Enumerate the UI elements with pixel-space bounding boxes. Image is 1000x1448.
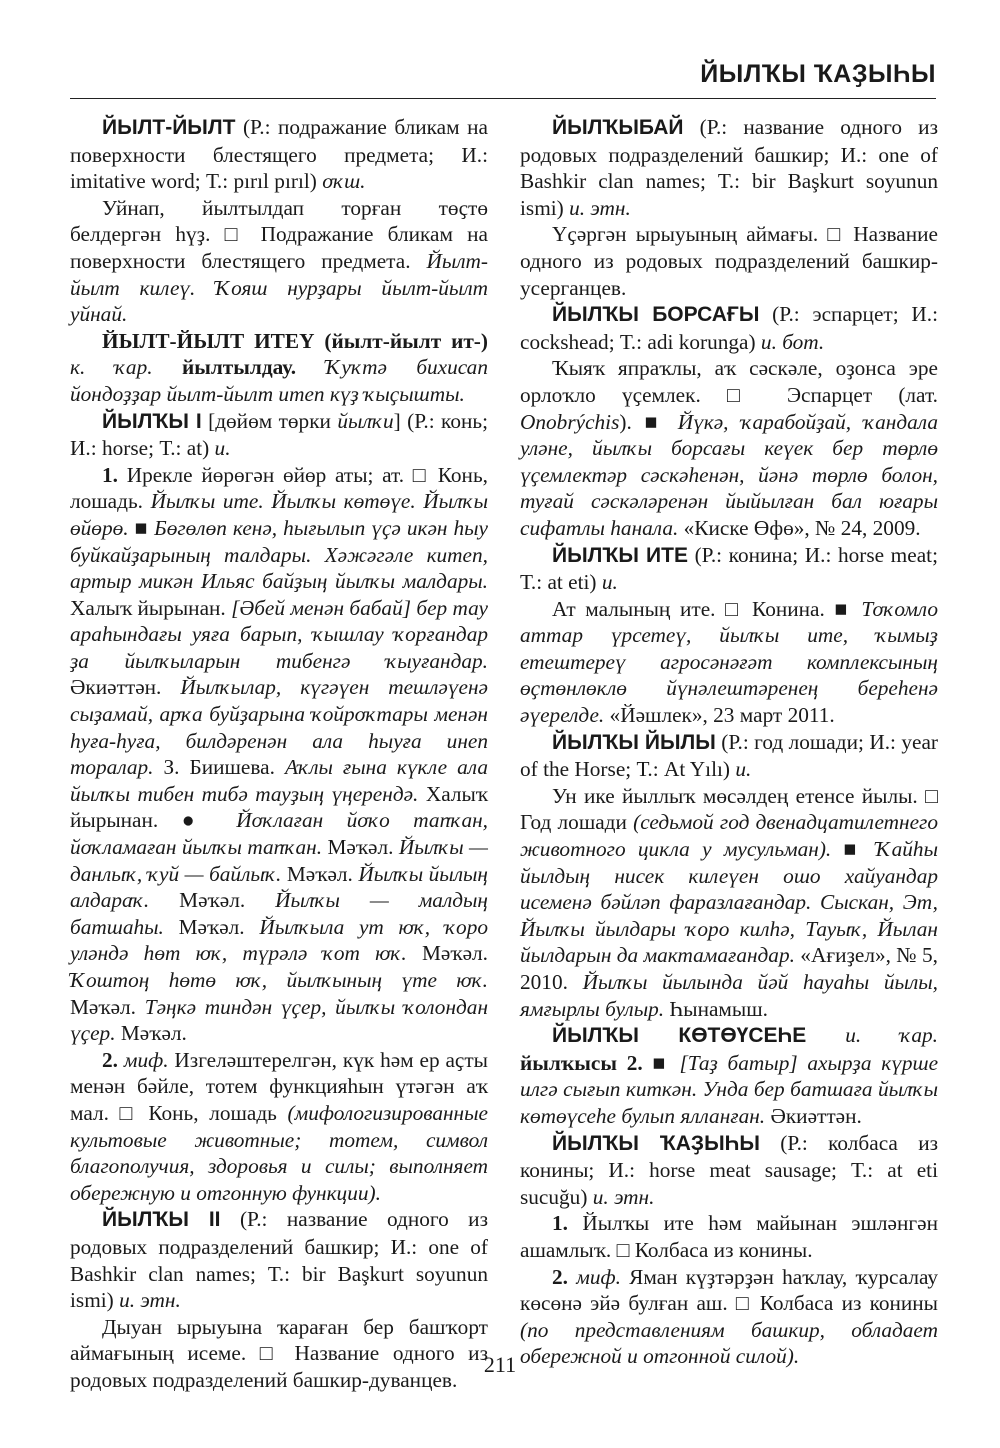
page-number: 211 — [483, 1352, 517, 1377]
headword: ЙЫЛҠЫ ҠАҘЫҺЫ — [552, 1131, 760, 1155]
entry-yilki-2 — [70, 1206, 488, 1313]
header-rule — [70, 98, 936, 99]
definition: Үҫәргән ырыуының аймағы. □ Название одного из родовых подразделений башкир-усерганцев. — [520, 222, 938, 300]
gloss-note: (по представлениям башкир, обладает обережной и отгонной силой). — [520, 1317, 938, 1369]
grammar-label: миф. — [123, 1047, 169, 1072]
source: Мәҡәл. — [115, 1021, 187, 1046]
headword: ЙЫЛҠЫ I — [102, 409, 202, 433]
example: Йылҡы — малдың батшаһы. — [70, 888, 488, 939]
example: Йылҡыла ут юҡ, ҡоро уләндә һөт юҡ, түрәлә ҡот юҡ. — [70, 914, 488, 966]
etymology: (Р.: название одного из родовых подразделений башкир; И.: one of Bashkir clan names; Т.: bir Başkurt soyunun ismi) — [520, 115, 938, 220]
source: Мәҡәл. — [163, 914, 260, 939]
headword: ЙЫЛҠЫ ИТЕ — [552, 543, 688, 567]
etymology: [дөйөм төрки — [201, 408, 338, 433]
source: «Ағиҙел», № 5, 2010. — [520, 943, 938, 994]
example: Йоҡлаған йоҡо тапҡан, йоҡламаған йылҡы тапҡан. — [70, 808, 488, 860]
source: «Йәшлек», 23 март 2011. — [604, 703, 835, 728]
subentry-headword: ЙЫЛТ-ЙЫЛТ ИТЕҮ (йылт-йылт ит-) — [102, 328, 488, 353]
example: Йылҡы ите. Йылҡы көтөүе. Йылҡы өйөрө. — [70, 489, 488, 540]
source: Мәҡәл. — [281, 861, 359, 886]
grammar-label: оҡш. — [322, 169, 366, 194]
grammar-label: и. бот. — [760, 329, 825, 354]
example: Тоҡомло аттар үрсетеү, йылҡы ите, ҡымыҙ етештереү агросәнәғәт комплексының өҫтөнлөклө йүнәлештәренең береһенә әүерелде. — [520, 596, 938, 728]
entry-yilkibay — [520, 114, 938, 221]
example: Ҡайһы йылдың нисек килеүен ошо хайуандар исеменә бәйләп фаразлағандар. Сыскан, Эт, Йылҡы йылдары ҡоро килһә, Тауыҡ, Йылан йылдарын да мактамағандар. — [520, 837, 938, 968]
sense-number: 2. — [552, 1264, 568, 1289]
example: [Таҙ батыр] ахырҙа күрше илгә сығып киткән. Унда бер батшаға йылҡы көтөүсеһе булып ялланған. — [520, 1050, 939, 1128]
gloss-note: (мифологизированные культовые животные; тотем, символ благополучия, здоровья и силы; выполняет обережную и отгонную функции). — [70, 1100, 488, 1205]
example: Йылҡылар, күгәүен тешләүенә сыҙамай, арҡа буйҙарына ҡойроҡтары менән һуға-һуға, билдәренән ала һыуға инеп торалар. — [70, 675, 488, 780]
citation-marker: ■ — [834, 596, 862, 621]
etymology: (Р.: год лошади; И.: year of the Horse; Т.: At Yılı) — [520, 729, 938, 782]
headword: ЙЫЛҠЫ II — [102, 1208, 221, 1232]
example: Йүкә, ҡарабойҙай, ҡандала уләне, йылҡы борсағы кеүек бер төрлө үҫемлектәр сәскәһенән, йәнә төрлө болон, туғай сәскәләренән йыйылған бал юғары сифатлы һанала. — [520, 409, 938, 540]
definition-text: Яман күҙтәрҙән һаҡлау, ҡурсалау көсөнә эйә булған аш. □ Колбаса из конины — [520, 1264, 938, 1316]
grammar-label: и. этн. — [592, 1184, 655, 1209]
gloss-note: (седьмой год двенадцатилетнего животного цикла у мусульман). — [520, 810, 938, 862]
source: Әкиәттән. — [70, 675, 181, 700]
example: Йылҡы йылың алдараҡ. — [70, 861, 488, 913]
source: «Киске Өфө», № 24, 2009. — [678, 515, 921, 540]
citation-marker: ■ — [831, 837, 876, 862]
example: Аҡлы ғына күкле ала йылҡы тибен тибә тауҙың үңерендә. — [70, 755, 488, 806]
spacer — [806, 1023, 845, 1047]
headword: ЙЫЛҠЫБАЙ — [552, 116, 684, 139]
headword: ЙЫЛҠЫ ЙЫЛЫ — [552, 730, 716, 754]
example: Ҡуҡтә бихисап йондоҙҙар йылт-йылт итеп күҙ ҡыҫышты. — [70, 355, 488, 406]
definition-text: Ун ике йыллыҡ мөсәлдең етенсе йылы. □ Год лошади — [520, 783, 938, 835]
source: Халыҡ йырынан. — [70, 595, 232, 620]
entry-yilki-yili — [520, 729, 938, 783]
entry-yilki-ite — [520, 542, 938, 596]
example: Йылҡы йылында йәй һауаһы йылы, ямғырлы булыр. — [520, 970, 938, 1021]
left-column — [70, 114, 488, 1394]
citation-marker: ■ — [128, 515, 155, 540]
source: Һынамыш. — [664, 996, 768, 1021]
source: Мәҡәл. — [406, 941, 488, 966]
source: Мәҡәл. — [149, 888, 276, 913]
etymology: (Р.: эспарцет; И.: cockshead; Т.: adi korunga) — [520, 302, 939, 354]
grammar-label: и. ҡар. — [845, 1023, 939, 1048]
source: Халыҡ йырынан. ● — [70, 781, 488, 833]
sense-1 — [70, 462, 488, 1047]
running-title: ЙЫЛҠЫ ҠАҘЫҺЫ — [700, 60, 936, 88]
source: Мәҡәл. — [70, 994, 145, 1019]
sense-number: 2. — [102, 1047, 118, 1072]
source: З. Биишева. — [153, 755, 285, 780]
sense-1 — [520, 1210, 938, 1263]
example: Йылҡы — данлыҡ, ҡуй — байлыҡ. — [70, 835, 488, 886]
citation-marker: ■ — [644, 409, 678, 434]
subentry-yilt-yilt-iteu — [70, 328, 488, 408]
etymology: (Р.: конина; И.: horse meat; Т.: at eti) — [520, 542, 938, 595]
definition-text: Ирекле йөрөгән өйөр аты; ат. □ Конь, лошадь. — [70, 462, 488, 514]
spacer — [568, 1265, 576, 1289]
definition — [520, 596, 938, 729]
grammar-label: к. ҡар. — [70, 355, 153, 380]
cross-reference: йылтылдау. — [181, 355, 297, 380]
entry-yilki-borsagi — [520, 301, 938, 355]
example: Ҡоштоң һөтө юҡ, йылҡының үте юҡ. — [70, 968, 488, 992]
citation-marker: ■ — [642, 1050, 680, 1075]
example: [Әбей менән бабай] бер тау араһындағы уяға барып, ҡышлау ҡорғандар ҙа йылҡыларын тибенгә ҡыуғандар. — [70, 595, 488, 673]
definition-text: Йылҡы ите һәм майынан эшләнгән ашамлыҡ. □ Колбаса из конины. — [520, 1211, 938, 1262]
grammar-label: и. — [214, 436, 231, 461]
grammar-label: и. — [735, 757, 752, 782]
example: Бөгөлөп кенә, һығылып үҫә икән һыу буйкайҙарының талдары. Хәжәгәле китеп, артыр микән Ильяс байҙың йылҡы малдары. — [70, 515, 489, 594]
example: Йылт-йылт килеү. Ҡояш нурҙары йылт-йылт уйнай. — [70, 248, 488, 327]
grammar-label: миф. — [576, 1264, 621, 1289]
source: Мәҡәл. — [322, 835, 399, 860]
headword: ЙЫЛҠЫ БОРСАҒЫ — [552, 303, 760, 327]
entry-yilki-1 — [70, 408, 488, 462]
grammar-label: и. этн. — [119, 1288, 181, 1313]
etymology: (Р.: колбаса из конины; И.: horse meat sausage; Т.: at eti sucuğu) — [520, 1130, 939, 1209]
definition: Дыуан ырыуына ҡараған бер башҡорт аймағының исеме. □ Название одного из родовых подразделений башкир-дуванцев. — [70, 1314, 488, 1392]
etymology: (Р.: название одного из родовых подразделений башкир; И.: one of Bashkir clan names; Т.: bir Başkurt soyunun ismi) — [70, 1207, 488, 1313]
definition-text: ). — [619, 409, 645, 434]
entry-yilki-kotouseshe — [520, 1022, 938, 1129]
definition — [70, 195, 488, 328]
etymology: ] (Р.: конь; И.: horse; Т.: at) — [70, 408, 488, 461]
grammar-label: и. этн. — [569, 195, 631, 220]
sense-number: 1. — [552, 1211, 568, 1236]
sense-number: 1. — [102, 462, 118, 487]
source: Әкиәттән. — [765, 1103, 862, 1128]
definition-text: Уйнап, йылтылдап торған төҫтө белдергән һүҙ. □ Подражание бликам на поверхности блестящего предмета. — [70, 195, 488, 273]
definition-text: Изгеләштерелгән, күк һәм ер аҫты менән бәйле, тотем функцияһын үтәгән аҡ мал. □ Конь, лошадь — [70, 1047, 488, 1125]
definition — [520, 355, 938, 541]
etymon: йылҡи — [337, 408, 394, 433]
sense-2 — [70, 1047, 488, 1207]
spacer — [153, 355, 182, 379]
entry-yilki-kazihi — [520, 1130, 938, 1211]
grammar-label: и. — [601, 570, 618, 595]
definition-text: Ҡыяҡ япраҡлы, аҡ сәскәле, оҙонса эре орлоҡло үҫемлек. □ Эспарцет (лат. — [520, 356, 938, 407]
latin-name: Onobrýchis — [520, 409, 620, 434]
example: Тәңкә тиндән үҫер, йылҡы ҡолондан үҫер. — [70, 994, 489, 1046]
definition-text: Ат малының ите. □ Конина. — [552, 596, 835, 621]
definition — [520, 783, 938, 1022]
cross-reference: йылҡысы 2. — [520, 1050, 643, 1075]
entry-yilt-yilt — [70, 114, 488, 195]
headword: ЙЫЛҠЫ КӨТӨҮСЕҺЕ — [552, 1024, 807, 1048]
headword: ЙЫЛТ-ЙЫЛТ — [102, 116, 236, 139]
etymology: (Р.: подражание бликам на поверхности блестящего предмета; И.: imitative word; Т.: pırıl pırıl) — [70, 115, 488, 194]
right-column — [520, 114, 938, 1370]
